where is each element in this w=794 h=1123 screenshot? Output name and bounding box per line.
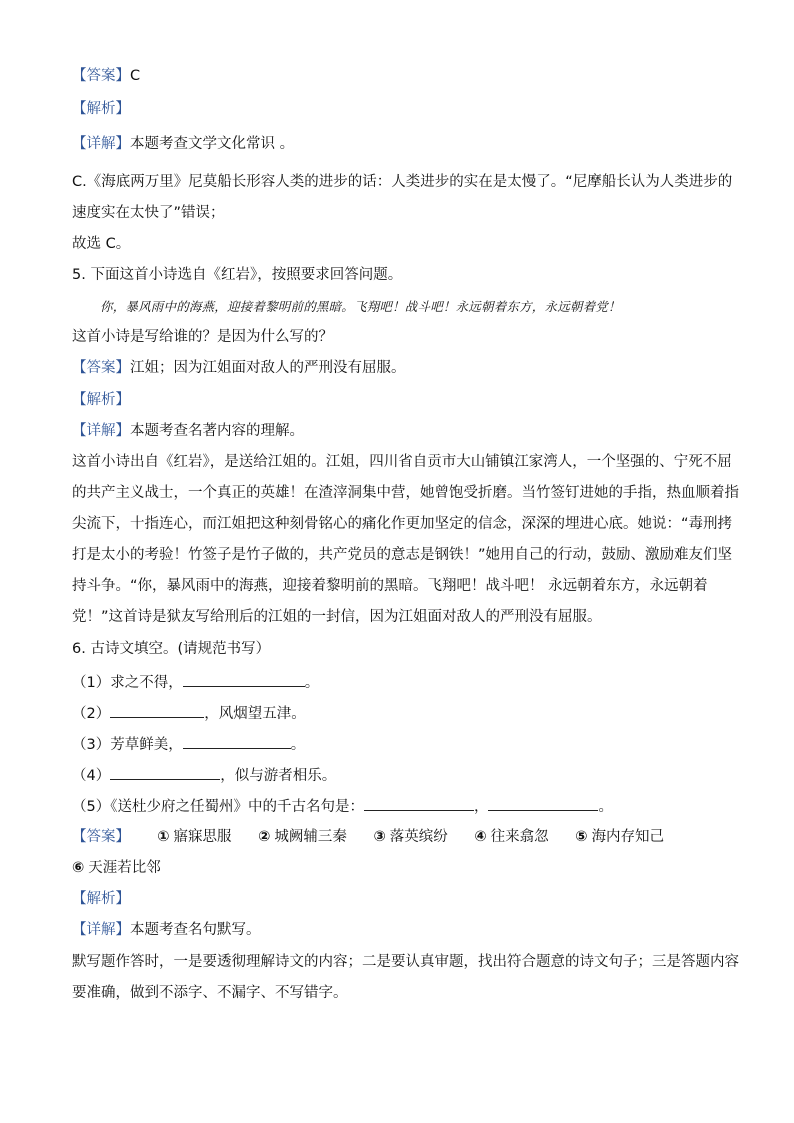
q6-item-4: （4） ，似与游者相乐。: [72, 764, 336, 786]
answer-blank: [110, 702, 204, 718]
q4-body-line-2: 速度实在太快了”错误；: [72, 205, 225, 221]
q4-conclusion: 故选 C。: [72, 236, 131, 252]
answer-tag: 【答案】: [72, 68, 130, 84]
q6-answer-row: 【答案】 ① 寤寐思服 ② 城阙辅三秦 ③ 落英缤纷 ④ 往来翕忽 ⑤ 海内存知己: [72, 829, 665, 845]
q6-answer-5: ⑤ 海内存知己: [575, 829, 665, 845]
q5-answer: 【答案】江姐；因为江姐面对敌人的严刑没有屈服。: [72, 360, 406, 376]
q5-paragraph-line-6: 党！”这首诗是狱友写给刑后的江姐的一封信，因为江姐面对敌人的严刑没有屈服。: [72, 609, 602, 625]
q4-analysis-tag: 【解析】: [72, 101, 130, 117]
q5-paragraph-line-1: 这首小诗出自《红岩》，是送给江姐的。江姐，四川省自贡市大山铺镇江家湾人，一个坚强的、宁死不屈: [72, 454, 732, 470]
q6-method-line-1: 默写题作答时，一是要透彻理解诗文的内容；二是要认真审题，找出符合题意的诗文句子；三是答题内容: [72, 954, 739, 970]
answer-blank: [183, 733, 291, 749]
q6-answer-row-2: [72, 858, 183, 878]
q5-paragraph-line-3: 尖流下，十指连心，而江姐把这种刻骨铭心的痛化作更加坚定的信念，深深的埋进心底。她说：“毒刑拷: [72, 516, 733, 532]
q6-answer-2: ② 城阙辅三秦: [258, 829, 347, 845]
q4-answer-text: C: [130, 68, 141, 84]
q5-detail: 【详解】本题考查名著内容的理解。: [72, 423, 304, 439]
q4-answer: [72, 66, 140, 86]
q6-item-1: （1）求之不得， 。: [72, 671, 319, 693]
q5-stem: 5. 下面这首小诗选自《红岩》，按照要求回答问题。: [72, 267, 403, 283]
answer-blank: [183, 671, 305, 687]
q6-item-3: （3）芳草鲜美， 。: [72, 733, 305, 755]
q5-paragraph-line-2: 的共产主义战士，一个真正的英雄！在渣滓洞集中营，她曾饱受折磨。当竹签钉进她的手指，热血顺着指: [72, 485, 739, 501]
q6-item-5: （5）《送杜少府之任蜀州》中的千古名句是： ， 。: [72, 795, 613, 817]
q5-paragraph-line-4: 打是太小的考验！竹签子是竹子做的，共产党员的意志是钢铁！”她用自己的行动，鼓励、激励难友们坚: [72, 547, 733, 563]
answer-blank: [110, 764, 220, 780]
q6-answer-4: ④ 往来翕忽: [474, 829, 549, 845]
answer-blank: [488, 795, 598, 811]
q4-detail: 【详解】本题考查文学文化常识 。: [72, 136, 295, 152]
q6-stem: 6. 古诗文填空。(请规范书写）: [72, 641, 271, 657]
q6-method-line-2: 要准确，做到不添字、不漏字、不写错字。: [72, 985, 348, 1001]
q6-detail: 【详解】本题考查名句默写。: [72, 922, 261, 938]
q5-question: 这首小诗是写给谁的？是因为什么写的？: [72, 329, 333, 345]
q5-paragraph-line-5: 持斗争。“你，暴风雨中的海燕，迎接着黎明前的黑暗。飞翔吧！战斗吧！ 永远朝着东方，永远朝着: [72, 578, 708, 594]
q6-answer-1: ① 寤寐思服: [157, 829, 232, 845]
q5-analysis-tag: 【解析】: [72, 392, 130, 408]
q6-item-2: （2） ，风烟望五津。: [72, 702, 306, 724]
answer-blank: [364, 795, 474, 811]
q6-analysis-tag: 【解析】: [72, 891, 130, 907]
q4-body-line-1: C.《海底两万里》尼莫船长形容人类的进步的话：人类进步的实在是太慢了。“尼摩船长认为人类进步的: [72, 174, 733, 190]
q6-answer-3: ③ 落英缤纷: [373, 829, 448, 845]
q5-poem: 你，暴风雨中的海燕，迎接着黎明前的黑暗。飞翔吧！战斗吧！永远朝着东方，永远朝着党！: [100, 299, 621, 314]
q6-answer-6: ⑥ 天涯若比邻: [72, 860, 161, 876]
